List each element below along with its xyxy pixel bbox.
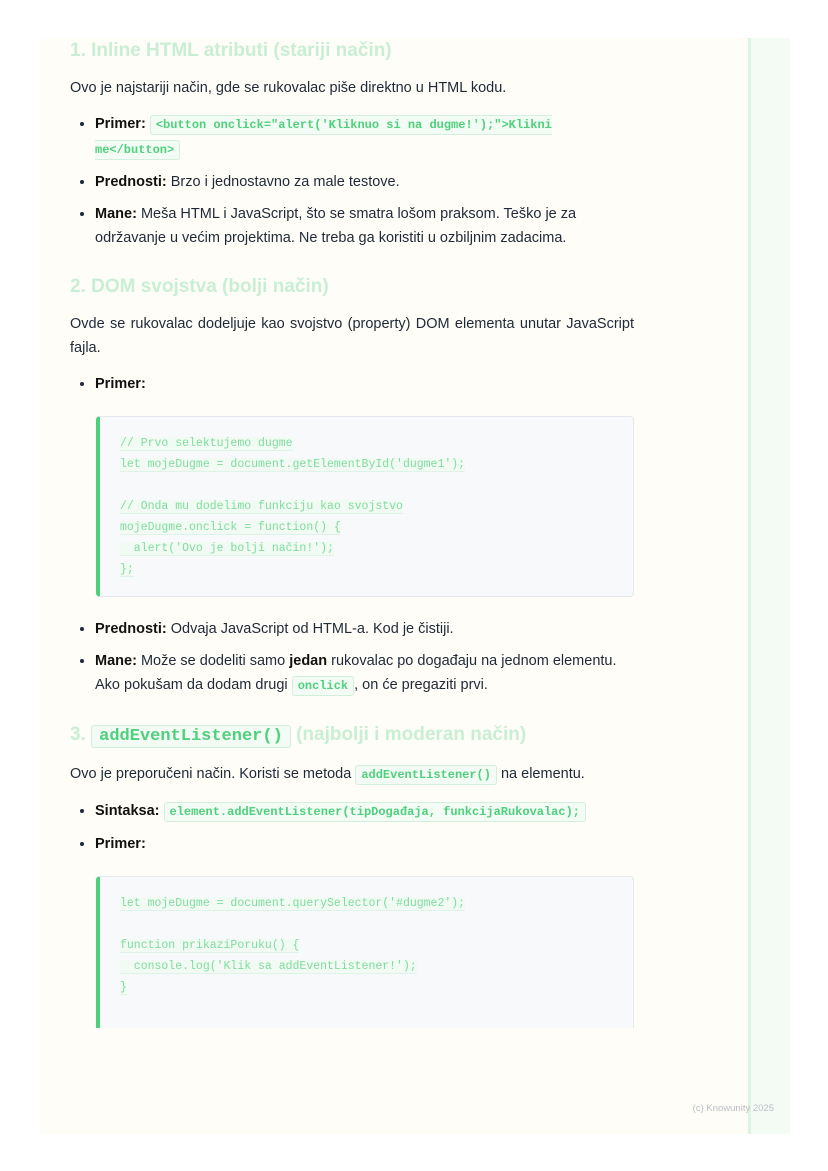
code-line (120, 914, 613, 935)
list-item: • Mane: Može se dodeliti samo jedan rukovalac po događaju na jednom elementu. Ako pokušam da dodam drugi onclick , on će pregaziti prvi. (95, 649, 634, 698)
code-line: let mojeDugme = document.querySelector('#dugme2'); (120, 897, 466, 910)
list-item: • Primer: <button onclick="alert('Kliknuo si na dugme!');">Klikni me</button> (95, 112, 634, 162)
code-line: } (120, 981, 127, 994)
section2-intro: Ovde se rukovalac dodeljuje kao svojstvo (property) DOM elementa unutar JavaScript fajla. (70, 316, 634, 356)
inline-code: addEventListener() (355, 765, 497, 785)
section3-list (70, 799, 634, 856)
section2-heading: 2. DOM svojstva (bolji način) (70, 276, 329, 297)
side-rail (748, 38, 790, 1134)
code-line: alert('Ovo je bolji način!'); (120, 542, 334, 555)
section2-list (70, 617, 634, 698)
code-line: mojeDugme.onclick = function() { (120, 521, 341, 534)
code-block (96, 416, 634, 597)
code-line: let mojeDugme = document.getElementById('dugme1'); (120, 458, 466, 471)
section2-example-list (70, 372, 634, 396)
list-item: • Primer: (95, 832, 634, 856)
list-item: • Sintaksa: element.addEventListener(tipDogađaja, funkcijaRukovalac); (95, 799, 634, 824)
code-line: // Prvo selektujemo dugme (120, 437, 293, 450)
inline-code: onclick (292, 676, 354, 696)
heading-code: addEventListener() (91, 725, 291, 748)
section3-heading: 3. addEventListener() (najbolji i moderan način) (70, 724, 527, 746)
code-line (120, 475, 613, 496)
inline-code: element.addEventListener(tipDogađaja, funkcijaRukovalac); (164, 802, 586, 822)
list-item: • Prednosti: Odvaja JavaScript od HTML-a. Kod je čistiji. (95, 617, 634, 641)
section1-intro: Ovo je najstariji način, gde se rukovalac piše direktno u HTML kodu. (70, 80, 507, 96)
code-block (96, 876, 634, 1028)
list-item: • Primer: (95, 372, 634, 396)
code-line: }; (120, 563, 134, 576)
section1-list (70, 112, 634, 250)
section3-intro: Ovo je preporučeni način. Koristi se metoda addEventListener() na elementu. (70, 762, 634, 787)
code-line: function prikaziPoruku() { (120, 939, 300, 952)
inline-code: <button onclick="alert('Kliknuo si na dugme!');">Klikni me</button> (95, 115, 552, 160)
list-item: • Mane: Meša HTML i JavaScript, što se smatra lošom praksom. Teško je za održavanje u većim projektima. Ne treba ga koristiti u ozbiljnim zadacima. (95, 202, 634, 250)
code-line: console.log('Klik sa addEventListener!'); (120, 960, 417, 973)
document-content (70, 38, 634, 1028)
code-line: // Onda mu dodelimo funkciju kao svojstvo (120, 500, 403, 513)
section1-heading: 1. Inline HTML atributi (stariji način) (70, 40, 392, 61)
list-item: • Prednosti: Brzo i jednostavno za male testove. (95, 170, 634, 194)
footer-copyright: (c) Knowunity 2025 (692, 1103, 774, 1114)
